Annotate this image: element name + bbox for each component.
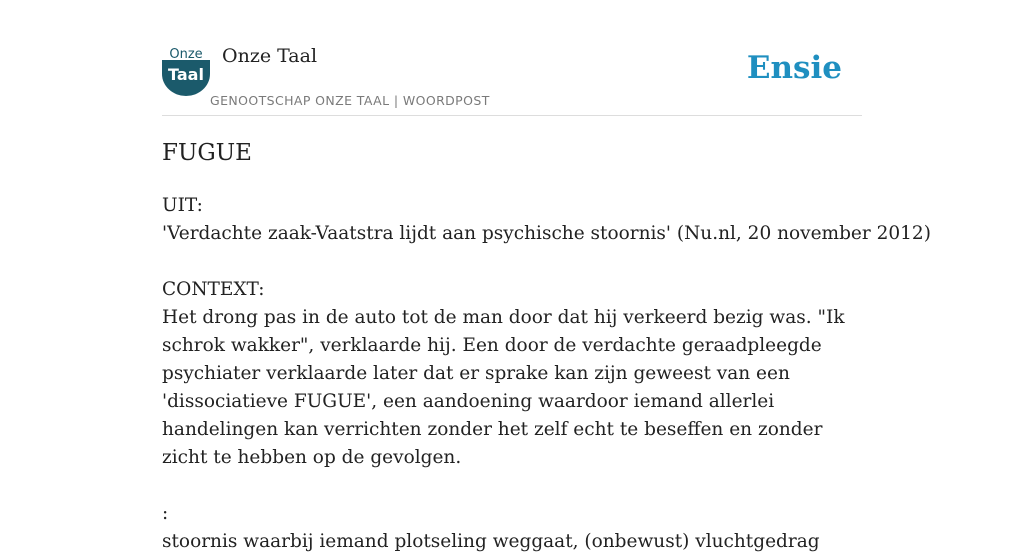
header [162, 0, 862, 116]
site-subtitle: GENOOTSCHAP ONZE TAAL | WOORDPOST [210, 93, 490, 108]
logo-top-text: Onze [169, 47, 203, 62]
entry-card [162, 0, 931, 552]
spacer [162, 472, 862, 500]
source-label: UIT: [162, 195, 203, 216]
definition-text: stoornis waarbij iemand plotseling weggaat, (onbewust) vluchtgedrag [162, 531, 820, 552]
entry-title: FUGUE [162, 140, 252, 166]
brand-logo[interactable]: Ensie [746, 50, 842, 86]
spacer [162, 248, 862, 276]
context-text: Het drong pas in de auto tot de man door dat hij verkeerd bezig was. "Ik schrok wakker", verklaarde hij. Een door de verdachte geraadpleegde psychiater verklaarde later dat er sprake kan zijn geweest van een 'dissociatieve FUGUE', een aandoening waardoor iemand allerlei handelingen kan verrichten zonder het zelf echt te beseffen en zonder zicht te hebben op de gevolgen. [162, 307, 845, 468]
context-label: CONTEXT: [162, 279, 265, 300]
source-text: 'Verdachte zaak-Vaatstra lijdt aan psychische stoornis' (Nu.nl, 20 november 2012) [162, 223, 931, 244]
onze-taal-logo[interactable] [162, 46, 210, 96]
entry-body [162, 192, 931, 556]
site-name[interactable]: Onze Taal [222, 45, 318, 67]
definition-label: : [162, 503, 169, 524]
logo-bottom-text: Taal [168, 65, 204, 84]
